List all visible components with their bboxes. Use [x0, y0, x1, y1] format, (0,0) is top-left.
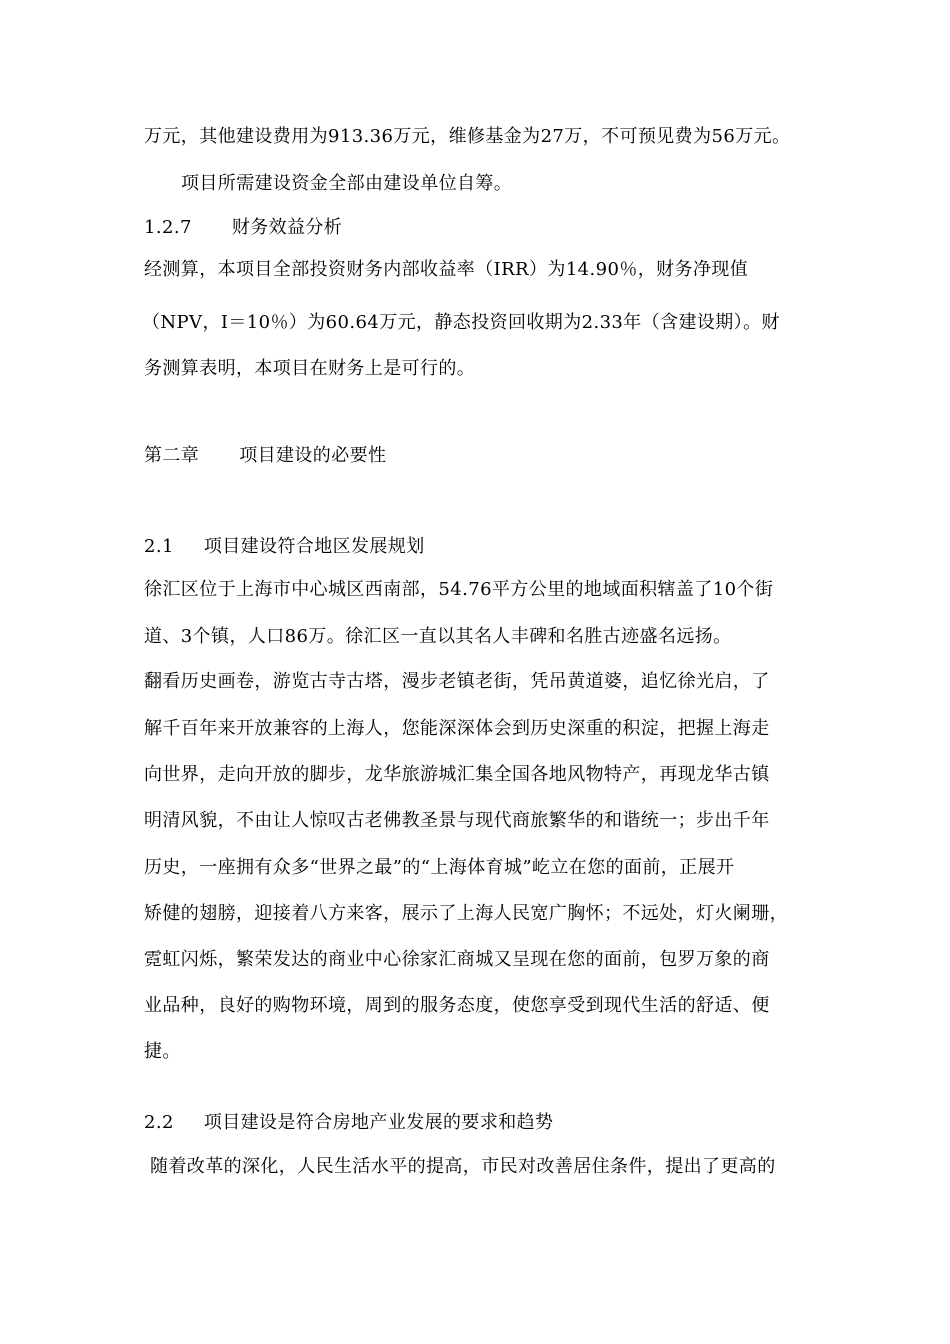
paragraph-line: 经测算，本项目全部投资财务内部收益率（IRR）为14.90％，财务净现值 — [144, 259, 749, 280]
paragraph-line: 务测算表明，本项目在财务上是可行的。 — [144, 358, 476, 379]
chapter-label: 第二章 — [144, 445, 200, 466]
section-title: 项目建设符合地区发展规划 — [203, 536, 425, 557]
paragraph-line: 捷。 — [144, 1041, 181, 1062]
paragraph-line: 解千百年来开放兼容的上海人，您能深深体会到历史深重的积淀，把握上海走 — [144, 718, 770, 739]
paragraph-line: 万元，其他建设费用为913.36万元，维修基金为27万，不可预见费为56万元。 — [144, 126, 791, 147]
paragraph-line: 历史，一座拥有众多“世界之最”的“上海体育城”屹立在您的面前，正展开 — [144, 857, 735, 878]
section-heading-1-2-7 — [144, 216, 342, 240]
paragraph-line: 霓虹闪烁，繁荣发达的商业中心徐家汇商城又呈现在您的面前，包罗万象的商 — [144, 949, 770, 970]
chapter-heading — [144, 444, 386, 468]
paragraph-line: 道、3个镇，人口86万。徐汇区一直以其名人丰碑和名胜古迹盛名远扬。 — [144, 626, 732, 647]
paragraph-line: 向世界，走向开放的脚步，龙华旅游城汇集全国各地风物特产，再现龙华古镇 — [144, 764, 770, 785]
paragraph-line: 徐汇区位于上海市中心城区西南部，54.76平方公里的地域面积辖盖了10个街 — [144, 579, 774, 600]
paragraph-line: 业品种，良好的购物环境，周到的服务态度，使您享受到现代生活的舒适、便 — [144, 995, 770, 1016]
paragraph-line: （NPV，I＝10％）为60.64万元，静态投资回收期为2.33年（含建设期）。财 — [142, 312, 780, 333]
paragraph-line: 项目所需建设资金全部由建设单位自筹。 — [181, 173, 513, 194]
section-number: 2.2 — [144, 1112, 174, 1133]
chapter-title: 项目建设的必要性 — [239, 445, 387, 466]
section-heading-2-2 — [144, 1111, 553, 1135]
section-number: 2.1 — [144, 536, 174, 557]
section-number: 1.2.7 — [144, 217, 192, 238]
section-heading-2-1 — [144, 535, 425, 559]
section-title: 项目建设是符合房地产业发展的要求和趋势 — [203, 1112, 554, 1133]
section-title: 财务效益分析 — [231, 217, 343, 238]
paragraph-line: 随着改革的深化，人民生活水平的提高，市民对改善居住条件，提出了更高的 — [150, 1156, 776, 1177]
paragraph-line: 矫健的翅膀，迎接着八方来客，展示了上海人民宽广胸怀；不远处，灯火阑珊， — [144, 903, 788, 924]
paragraph-line: 明清风貌，不由让人惊叹古老佛教圣景与现代商旅繁华的和谐统一；步出千年 — [144, 810, 770, 831]
paragraph-line: 翻看历史画卷，游览古寺古塔，漫步老镇老街，凭吊黄道婆，追忆徐光启，了 — [144, 671, 770, 692]
